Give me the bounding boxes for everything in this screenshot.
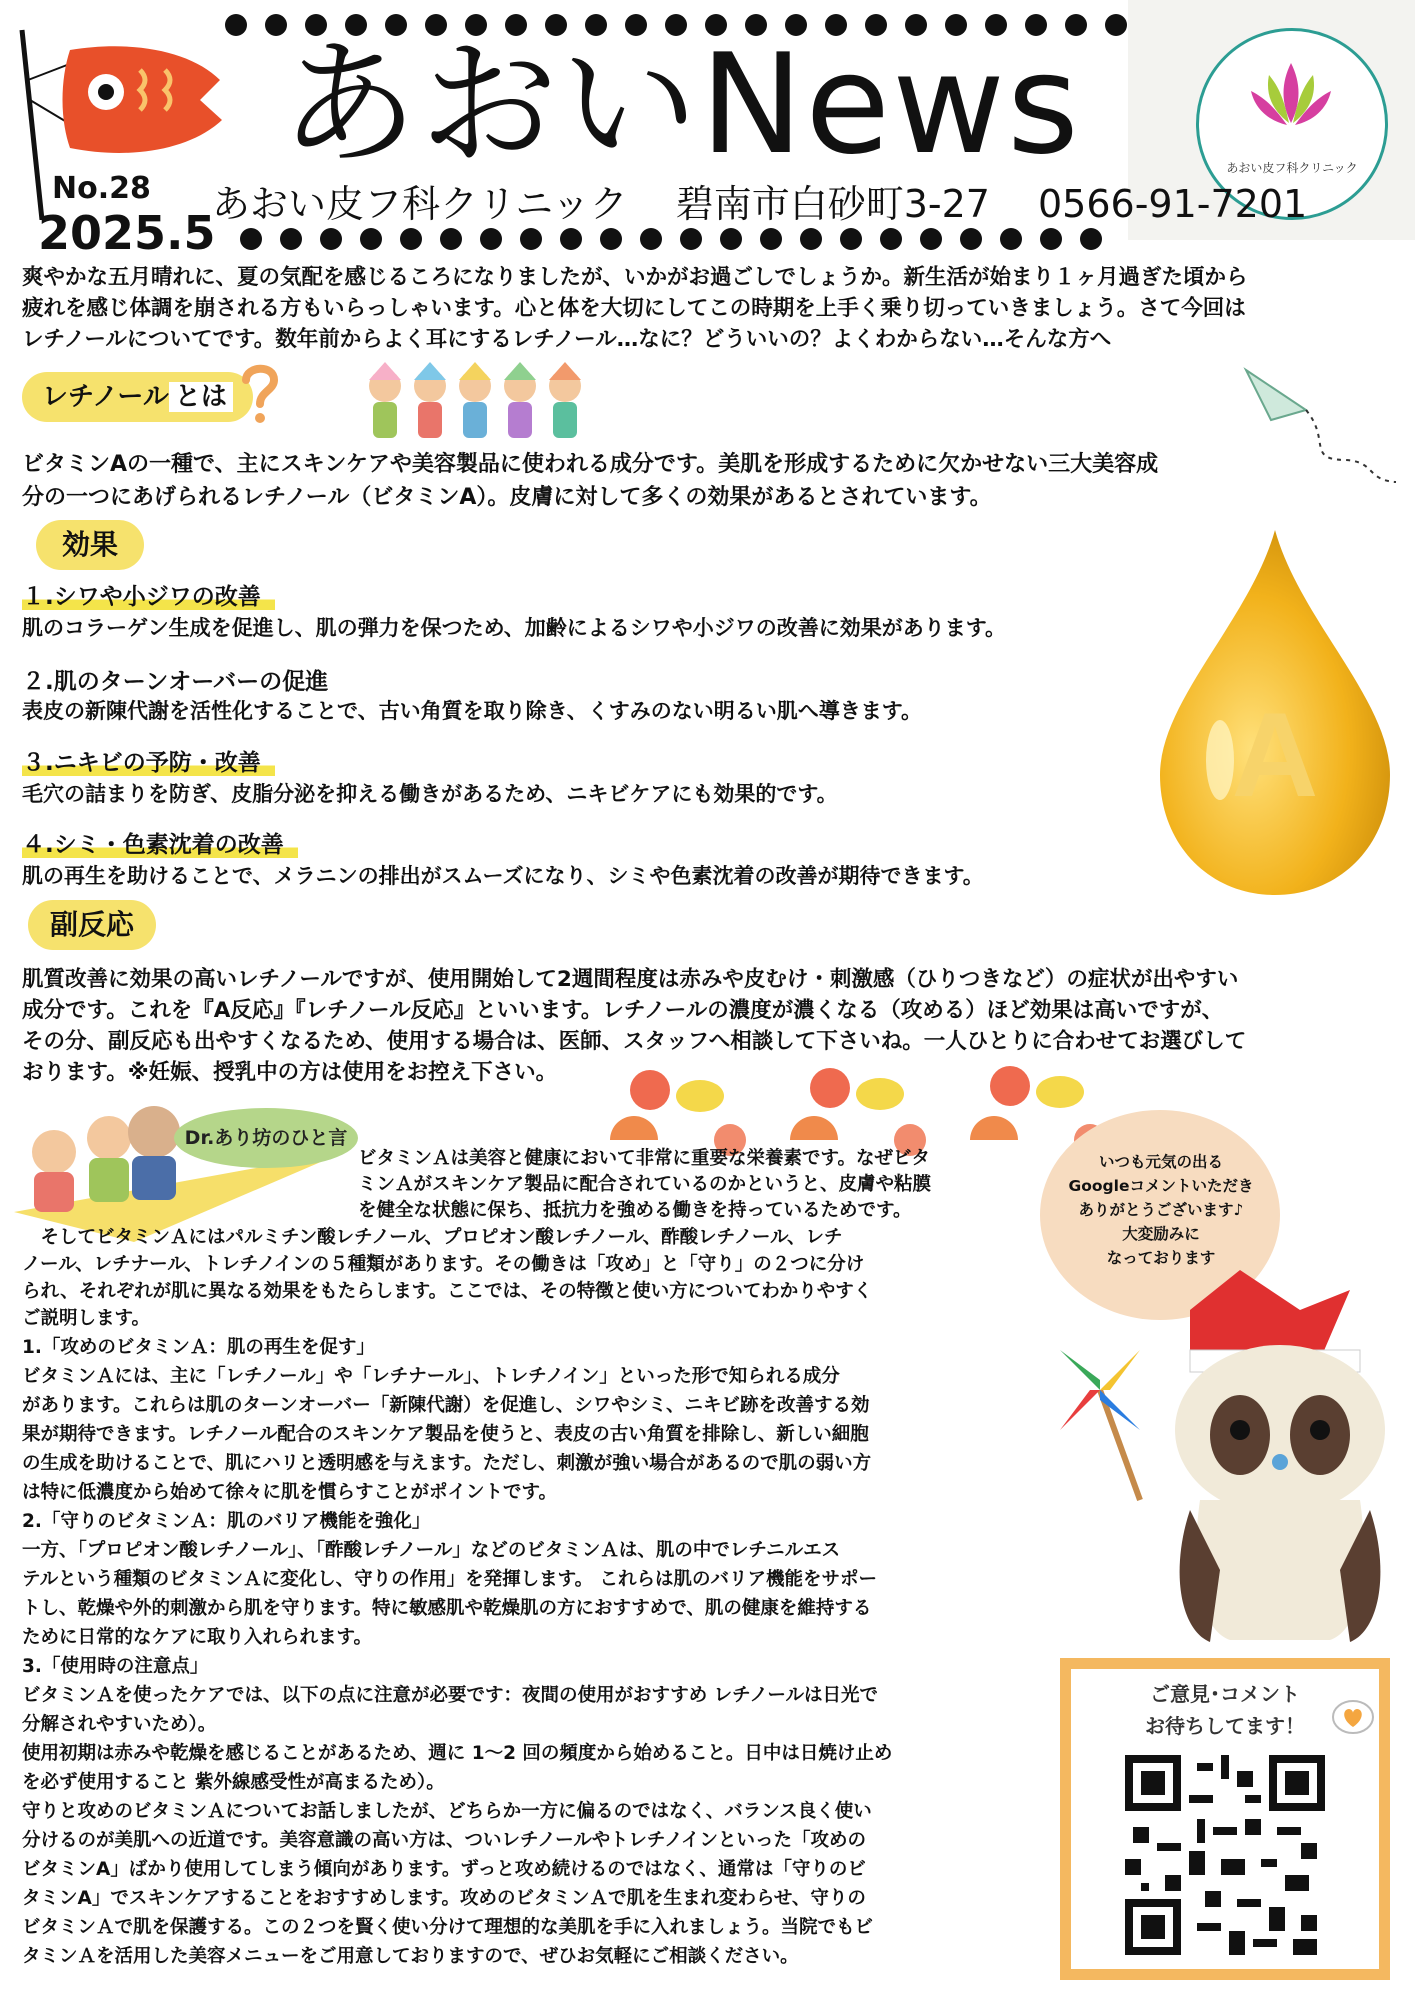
- clinic-address: 碧南市白砂町3-27: [675, 182, 990, 226]
- doctor-body-18: 分解されやすいため）。: [22, 1714, 217, 1735]
- intro-line-1: 爽やかな五月晴れに、夏の気配を感じるころになりましたが、いかがお過ごしでしょうか。新生活が始まり１ヶ月過ぎた頃から: [22, 265, 1248, 290]
- heart-speech-icon: [1331, 1699, 1375, 1739]
- qr-code-icon[interactable]: [1125, 1755, 1325, 1955]
- doctor-body-21: 守りと攻めのビタミンＡについてお話しましたが、どちらか一方に偏るのではなく、バランス良く使い: [22, 1801, 872, 1822]
- what-label: [22, 372, 253, 422]
- doctor-body-10: は特に低濃度から始めて徐々に肌を慣らすことがポイントです。: [22, 1482, 558, 1503]
- drop-letter: A: [1231, 688, 1319, 822]
- side-effects-text-3: その分、副反応も出やすくなるため、使用する場合は、医師、スタッフへ相談して下さいね。一人ひとりに合わせてお選びして: [22, 1029, 1247, 1054]
- doctor-body-8: 果が期待できます。レチノール配合のスキンケア製品を使うと、表皮の古い角質を排除し、新しい細胞: [22, 1424, 869, 1445]
- qr-line-1: ご意見･コメント: [1150, 1682, 1300, 1706]
- intro-line-2: 疲れを感じ体調を崩される方もいらっしゃいます。心と体を大切にしてこの時期を上手く乗り切っていきましょう。さて今回は: [22, 296, 1246, 321]
- question-mark-icon: [238, 360, 282, 426]
- side-effects-text-1: 肌質改善に効果の高いレチノールですが、使用開始して2週間程度は赤みや皮むけ・刺激感（ひりつきなど）の症状が出やすい: [22, 967, 1239, 992]
- what-label-main: レチノール: [42, 382, 169, 412]
- clinic-name: あおい皮フ科クリニック: [212, 182, 628, 226]
- doctor-body-6: ビタミンＡには、主に「レチノール」や「レチナール」、トレチノイン」といった形で知られる成分: [22, 1366, 840, 1387]
- clinic-info: [212, 182, 1355, 226]
- doctor-body-17: ビタミンＡを使ったケアでは、以下の点に注意が必要です：夜間の使用がおすすめ レチノールは日光で: [22, 1685, 878, 1706]
- doctor-lead-1: ビタミンＡは美容と健康において非常に重要な栄養素です。なぜビタ: [358, 1148, 931, 1169]
- thanks-text: [1052, 1150, 1270, 1270]
- citrus-fruits-illustration: [590, 1060, 1130, 1160]
- effect-heading-3: ３.ニキビの予防・改善: [22, 748, 275, 778]
- effect-heading-1: １.シワや小ジワの改善: [22, 582, 275, 612]
- doctor-bubble: Dr.あり坊のひと言: [174, 1108, 358, 1168]
- doctor-body-19: 使用初期は赤みや乾燥を感じることがあるため、週に 1〜2 回の頻度から始めること。日中は日焼け止め: [22, 1743, 893, 1764]
- doctor-body-15: ために日常的なケアに取り入れられます。: [22, 1627, 373, 1648]
- effect-text-4: 肌の再生を助けることで、メラニンの排出がスムーズになり、シミや色素沈着の改善が期待できます。: [22, 864, 984, 888]
- effect-text-1: 肌のコラーゲン生成を促進し、肌の弾力を保つため、加齢によるシワや小ジワの改善に効果があります。: [22, 616, 1007, 640]
- qr-line-2: お待ちしてます！: [1145, 1714, 1305, 1738]
- doctor-body-1: そしてビタミンＡにはパルミチン酸レチノール、プロピオン酸レチノール、酢酸レチノール、レチ: [22, 1227, 843, 1248]
- doctor-body-23: ビタミンA」ばかり使用してしまう傾向があります。ずっと攻め続けるのではなく、通常は「守りのビ: [22, 1859, 866, 1880]
- logo-text: あおい皮フ科クリニック: [1226, 161, 1358, 175]
- thanks-line-4: 大変励みに: [1122, 1225, 1200, 1243]
- what-label-rest: とは: [169, 382, 233, 412]
- doctor-body-14: トし、乾燥や外的刺激から肌を守ります。特に敏感肌や乾燥肌の方におすすめで、肌の健康を維持する: [22, 1598, 872, 1619]
- intro-line-3: レチノールについてです。数年前からよく耳にするレチノール…なに？どういいの？よくわからない…そんな方へ: [22, 327, 1112, 352]
- side-effects-text-4: おります。※妊娠、授乳中の方は使用をお控え下さい。: [22, 1060, 558, 1085]
- qr-feedback-box: [1060, 1658, 1390, 1980]
- thanks-line-1: いつも元気の出る: [1098, 1153, 1223, 1171]
- issue-date: 2025.5: [38, 206, 216, 260]
- doctor-body-9: の生成を助けることで、肌にハリと透明感を与えます。ただし、刺激が強い場合があるので肌の弱い方: [22, 1453, 872, 1474]
- doctor-body-7: があります。これらは肌のターンオーバー「新陳代謝）を促進し、シワやシミ、ニキビ跡を改善する効: [22, 1395, 870, 1416]
- effect-text-3: 毛穴の詰まりを防ぎ、皮脂分泌を抑える働きがあるため、ニキビケアにも効果的です。: [22, 782, 838, 806]
- doctor-body-20: を必ず使用すること 紫外線感受性が高まるため）。: [22, 1772, 445, 1793]
- doctor-body-16: 3.「使用時の注意点」: [22, 1656, 209, 1677]
- effect-heading-2: ２.肌のターンオーバーの促進: [22, 669, 329, 695]
- doctor-body-12: 一方、「プロピオン酸レチノール」、「酢酸レチノール」などのビタミンＡは、肌の中でレチニルエス: [22, 1540, 841, 1561]
- what-text-1: ビタミンAの一種で、主にスキンケアや美容製品に使われる成分です。美肌を形成するために欠かせない三大美容成: [22, 452, 1159, 477]
- side-effects-text-2: 成分です。これを『A反応』『レチノール反応』といいます。レチノールの濃度が濃くなる（攻める）ほど効果は高いですが、: [22, 998, 1224, 1023]
- doctor-body-3: られ、それぞれが肌に異なる効果をもたらします。ここでは、その特徴と使い方についてわかりやすく: [22, 1281, 873, 1302]
- doctor-body-24: タミンA」でスキンケアすることをおすすめします。攻めのビタミンＡで肌を生まれ変わらせ、守りの: [22, 1888, 866, 1909]
- doctor-lead-3: を健全な状態に保ち、抵抗力を強める働きを持っているためです。: [358, 1200, 912, 1221]
- effects-label: 効果: [36, 520, 144, 570]
- doctor-lead-2: ミンＡがスキンケア製品に配合されているのかというと、皮膚や粘膜: [358, 1174, 931, 1195]
- effect-heading-4: ４.シミ・色素沈着の改善: [22, 830, 298, 860]
- thanks-line-2: Googleコメントいただき: [1068, 1177, 1254, 1195]
- side-effects-label: 副反応: [28, 900, 156, 950]
- doctor-body-22: 分けるのが美肌への近道です。美容意識の高い方は、ついレチノールやトレチノインといった「攻めの: [22, 1830, 866, 1851]
- doctor-body-13: テルという種類のビタミンＡに変化し、守りの作用」を発揮します。 これらは肌のバリア機能をサポー: [22, 1569, 878, 1590]
- effect-text-2: 表皮の新陳代謝を活性化することで、古い角質を取り除き、くすみのない明るい肌へ導きます。: [22, 699, 923, 723]
- doctor-body-2: ノール、レチナール、トレチノインの５種類があります。その働きは「攻め」と「守り」の２つに分け: [22, 1254, 865, 1275]
- what-text-2: 分の一つにあげられるレチノール（ビタミンA）。皮膚に対して多くの効果があるとされています。: [22, 485, 992, 510]
- thanks-line-3: ありがとうございます♪: [1078, 1201, 1244, 1219]
- paper-plane-icon: [1236, 350, 1406, 490]
- doctor-body-4: ご説明します。: [22, 1308, 151, 1329]
- clinic-phone: 0566-91-7201: [1037, 182, 1308, 226]
- doctor-body-5: 1.「攻めのビタミンＡ：肌の再生を促す」: [22, 1337, 375, 1358]
- newsletter-title: あおいNews: [280, 24, 1081, 185]
- children-illustration: [355, 358, 595, 458]
- doctor-body-25: ビタミンＡで肌を保護する。この２つを賢く使い分けて理想的な美肌を手に入れましょう。当院でもビ: [22, 1917, 874, 1938]
- issue-number: No.28: [52, 171, 151, 206]
- doctor-body-26: タミンＡを活用した美容メニューをご用意しておりますので、ぜひお気軽にご相談ください。: [22, 1946, 799, 1967]
- lotus-icon: [1241, 53, 1341, 153]
- doctor-body-11: 2.「守りのビタミンＡ：肌のバリア機能を強化」: [22, 1511, 431, 1532]
- mascot-robot-illustration: [1040, 1270, 1410, 1650]
- dot-row-bottom: [240, 228, 1102, 250]
- thanks-line-5: なっております: [1106, 1249, 1216, 1267]
